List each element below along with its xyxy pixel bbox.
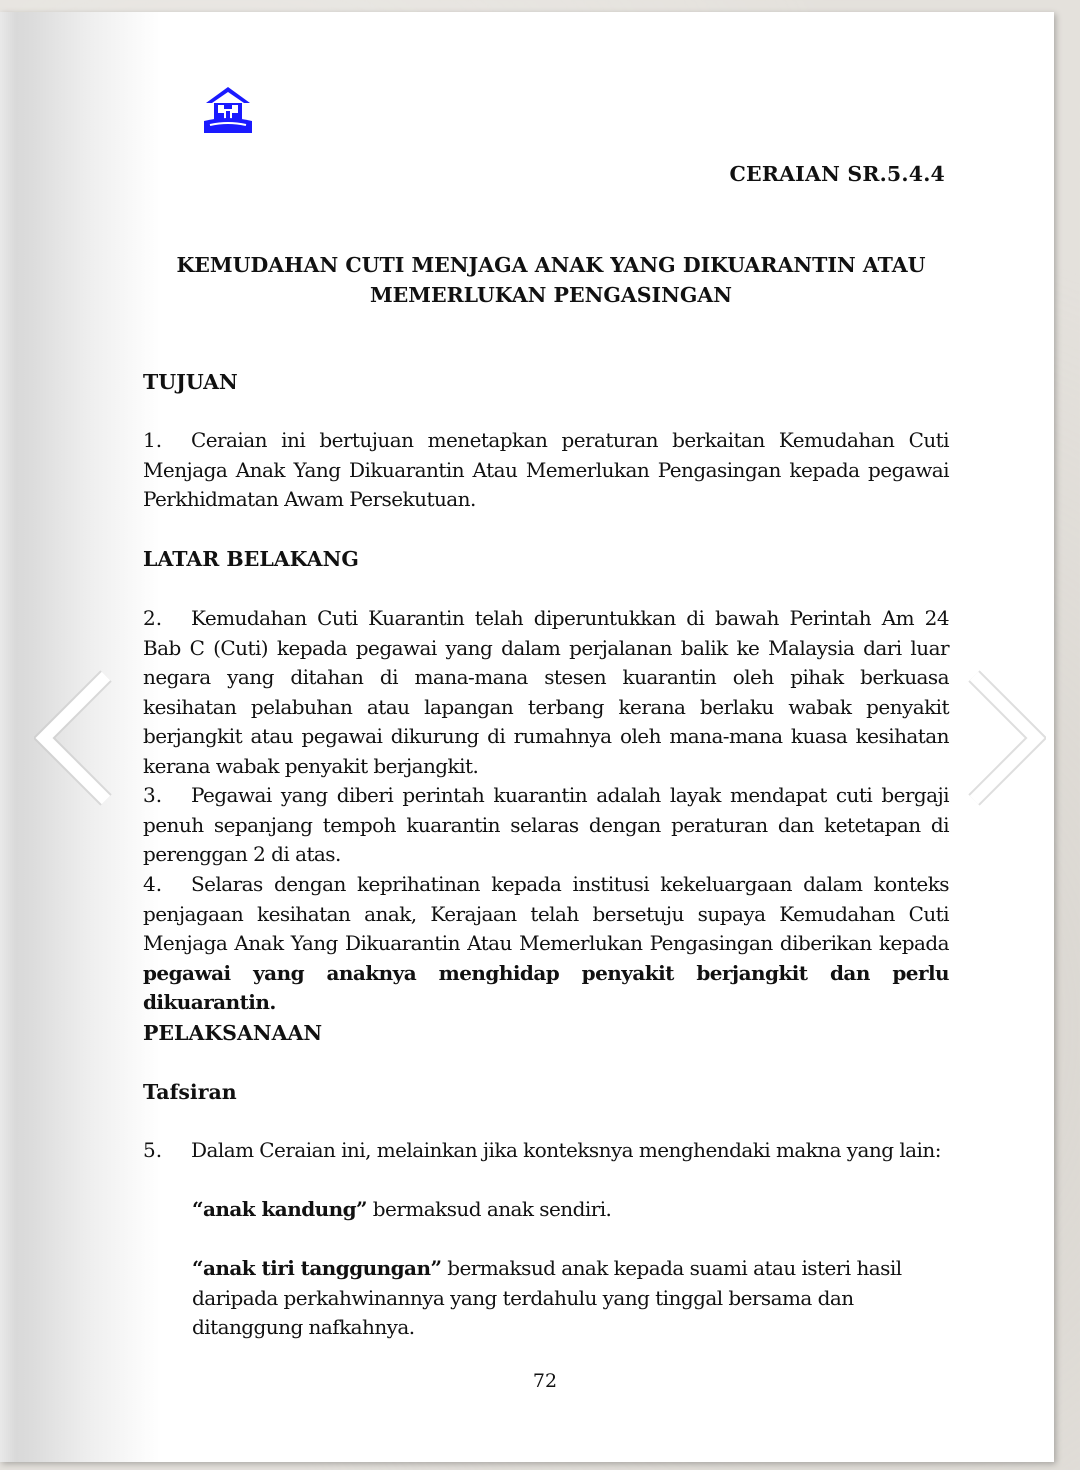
paragraph-4 bbox=[143, 870, 949, 1018]
chevron-left-icon bbox=[34, 668, 114, 808]
previous-page-button[interactable] bbox=[34, 668, 114, 808]
paragraph-bold-text: pegawai yang anaknya menghidap penyakit berjangkit dan perlu dikuarantin bbox=[143, 960, 949, 1014]
definition-term: “anak tiri tanggungan” bbox=[192, 1256, 442, 1280]
definition-anak-kandung bbox=[192, 1195, 949, 1225]
document-reference: CERAIAN SR.5.4.4 bbox=[729, 162, 945, 186]
document-title bbox=[143, 250, 959, 310]
next-page-button[interactable] bbox=[966, 668, 1046, 808]
title-line-2: MEMERLUKAN PENGASINGAN bbox=[369, 283, 733, 307]
definition-term: “anak kandung” bbox=[192, 1197, 367, 1221]
paragraph-3 bbox=[143, 781, 949, 870]
paragraph-text: Dalam Ceraian ini, melainkan jika konteksnya menghendaki makna yang lain: bbox=[191, 1138, 941, 1162]
paragraph-number: 5. bbox=[143, 1138, 163, 1162]
paragraph-5 bbox=[143, 1136, 949, 1166]
document-page bbox=[0, 12, 1054, 1462]
page-number: 72 bbox=[532, 1370, 558, 1392]
definition-anak-tiri bbox=[192, 1254, 949, 1343]
paragraph-number: 2. bbox=[143, 606, 163, 630]
paragraph-2 bbox=[143, 604, 949, 781]
definition-text: bermaksud anak kepada suami atau isteri hasil daripada perkahwinannya yang terdahulu yang tinggal bersama dan ditanggung nafkahnya. bbox=[192, 1256, 902, 1339]
paragraph-end: . bbox=[269, 990, 276, 1014]
paragraph-1 bbox=[143, 426, 949, 515]
heading-latar-belakang: LATAR BELAKANG bbox=[143, 547, 359, 571]
paragraph-number: 3. bbox=[143, 783, 163, 807]
heading-tujuan: TUJUAN bbox=[143, 370, 238, 394]
paragraph-number: 4. bbox=[143, 872, 163, 896]
chevron-right-icon bbox=[966, 668, 1046, 808]
paragraph-text: Selaras dengan keprihatinan kepada institusi kekeluargaan dalam konteks penjagaan kesihatan anak, Kerajaan telah bersetuju supaya Kemudahan Cuti Menjaga Anak Yang Dikuarantin Atau Memerlukan Pengasingan diberikan kepada bbox=[143, 872, 949, 955]
house-logo-icon bbox=[202, 85, 254, 137]
paragraph-text: Kemudahan Cuti Kuarantin telah diperuntukkan di bawah Perintah Am 24 Bab C (Cuti) kepada pegawai yang dalam perjalanan balik ke Malaysia dari luar negara yang ditahan di mana-mana stesen kuarantin oleh pihak berkuasa kesihatan pelabuhan atau lapangan terbang kerana berlaku wabak penyakit berjangkit atau pegawai dikurung di rumahnya oleh mana-mana kuasa kesihatan kerana wabak penyakit berjangkit. bbox=[143, 606, 949, 778]
heading-tafsiran: Tafsiran bbox=[143, 1080, 237, 1104]
heading-pelaksanaan: PELAKSANAAN bbox=[143, 1021, 323, 1045]
paragraph-text: Pegawai yang diberi perintah kuarantin adalah layak mendapat cuti bergaji penuh sepanjang tempoh kuarantin selaras dengan peraturan dan ketetapan di perenggan 2 di atas. bbox=[143, 783, 949, 866]
paragraph-number: 1. bbox=[143, 428, 163, 452]
definition-text: bermaksud anak sendiri. bbox=[367, 1197, 612, 1221]
title-line-1: KEMUDAHAN CUTI MENJAGA ANAK YANG DIKUARANTIN ATAU bbox=[176, 253, 926, 277]
paragraph-text: Ceraian ini bertujuan menetapkan peraturan berkaitan Kemudahan Cuti Menjaga Anak Yang Dikuarantin Atau Memerlukan Pengasingan kepada pegawai Perkhidmatan Awam Persekutuan. bbox=[143, 428, 949, 511]
